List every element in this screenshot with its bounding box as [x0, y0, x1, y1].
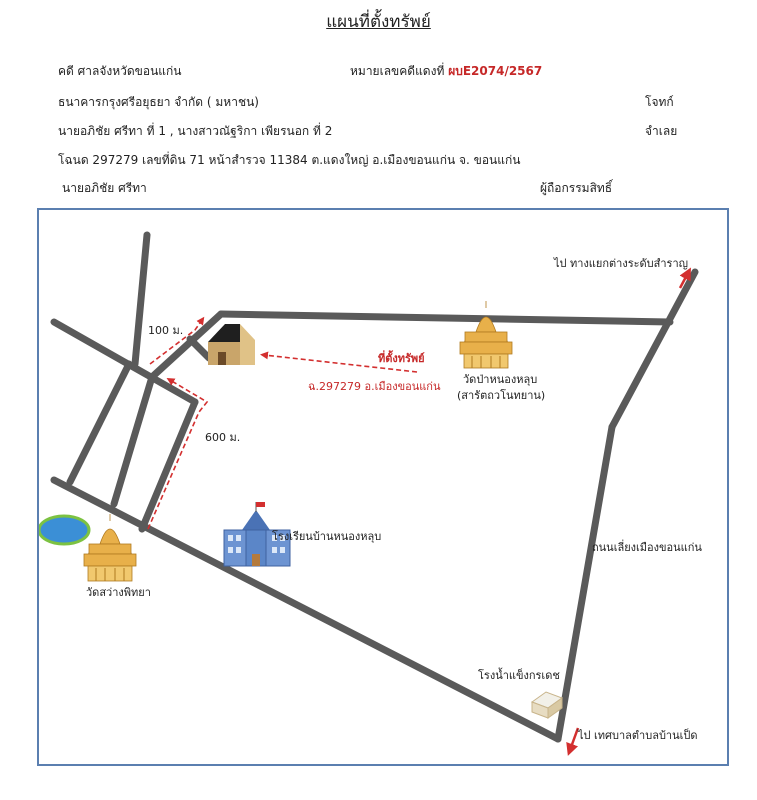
road-lane-1	[70, 364, 129, 482]
defendant-role: จำเลย	[645, 124, 678, 138]
direction-arrows	[570, 273, 688, 750]
case-number-row	[350, 62, 542, 81]
property-location-label: ที่ตั้งทรัพย์	[378, 352, 425, 365]
road-north-east	[221, 314, 670, 322]
case-year: /2567	[504, 64, 543, 78]
temple-north-sublabel: (สารัตถวโนทยาน)	[457, 389, 546, 402]
to-junction-label: ไป ทางแยกต่างระดับสำราญ	[554, 257, 688, 270]
road-bypass-north	[612, 272, 695, 427]
road-far-north	[135, 235, 147, 364]
location-map	[39, 210, 727, 764]
temple-west-label: วัดสว่างพิทยา	[86, 586, 151, 599]
defendant-names: นายอภิชัย ศรีทา ที่ 1 , นางสาวณัฐริกา เพียรนอก ที่ 2	[58, 124, 333, 138]
temple-north-icon	[460, 301, 512, 368]
road-bypass	[558, 427, 612, 739]
case-number-label: หมายเลขคดีแดงที่	[350, 64, 445, 78]
temple-west-icon	[84, 514, 136, 581]
road-small-spur	[190, 339, 209, 358]
arrow-to-municipality-icon	[570, 728, 578, 750]
pond-icon	[39, 516, 89, 544]
plaintiff-name: ธนาคารกรุงศรีอยุธยา จำกัด ( มหาชน)	[58, 95, 259, 109]
school-label: โรงเรียนบ้านหนองหลุบ	[272, 530, 382, 543]
distance-100m-label: 100 ม.	[148, 324, 184, 337]
ice-factory-label: โรงน้ำแข็งกรเดช	[478, 669, 560, 682]
plaintiff-role: โจทก์	[645, 95, 674, 109]
distance-600m-label: 600 ม.	[205, 431, 241, 444]
road-lane-3	[142, 402, 195, 529]
bypass-road-label: ถนนเลี่ยงเมืองขอนแก่น	[592, 541, 702, 554]
to-municipality-label: ไป เทศบาลตำบลบ้านเป็ด	[578, 729, 698, 742]
property-deed-label: ฉ.297279 อ.เมืองขอนแก่น	[308, 380, 441, 393]
case-number: ผบE2074	[448, 64, 505, 78]
temple-north-label: วัดป่าหนองหลุบ	[463, 373, 538, 386]
court-name: คดี ศาลจังหวัดขอนแก่น	[58, 64, 182, 78]
title-deed-info: โฉนด 297279 เลขที่ดิน 71 หน้าสำรวจ 11384 ต.แดงใหญ่ อ.เมืองขอนแก่น จ. ขอนแก่น	[58, 153, 521, 167]
owner-name: นายอภิชัย ศรีทา	[62, 181, 147, 195]
property-house-icon	[208, 324, 255, 365]
road-main-south	[54, 480, 558, 739]
road-lane-2	[114, 377, 152, 504]
owner-role: ผู้ถือกรรมสิทธิ์	[540, 181, 613, 195]
page-title: แผนที่ตั้งทรัพย์	[326, 12, 431, 32]
map-frame	[37, 208, 729, 766]
ice-factory-icon	[532, 692, 562, 718]
road-network	[54, 235, 695, 739]
